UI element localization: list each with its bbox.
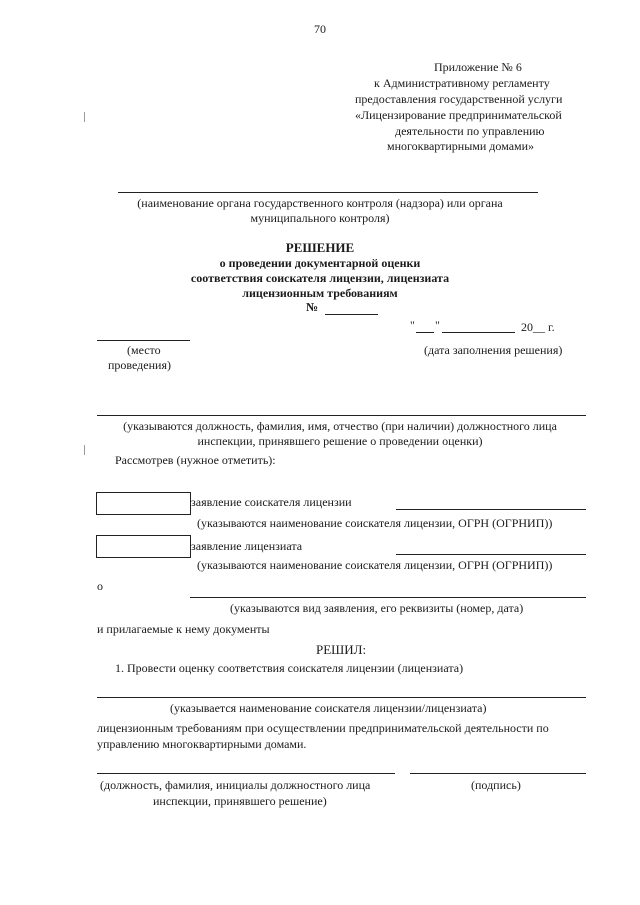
requirements-line-1: лицензионным требованиям при осуществлении предпринимательской деятельности по: [97, 721, 549, 735]
option-applicant-checkbox[interactable]: [96, 492, 191, 515]
option-licensee-field[interactable]: [396, 554, 586, 555]
signature-official-caption-1: (должность, фамилия, инициалы должностного лица: [100, 778, 371, 792]
option-applicant-field[interactable]: [396, 509, 586, 510]
requirements-line-2: управлению многоквартирными домами.: [97, 737, 307, 751]
date-quote-open: ": [410, 318, 415, 332]
considered-label: Рассмотрев (нужное отметить):: [115, 453, 276, 467]
title-subline-2: соответствия соискателя лицензии, лицензиата: [190, 271, 450, 285]
date-year-text: 20__ г.: [521, 320, 555, 334]
decision-item-1: 1. Провести оценку соответствия соискателя лицензии (лицензиата): [115, 661, 464, 675]
option-licensee-caption: (указываются наименование соискателя лицензии, ОГРН (ОГРНИП)): [197, 558, 553, 572]
signature-official-field[interactable]: [97, 773, 395, 774]
authority-caption-2: муниципального контроля): [250, 211, 390, 225]
about-prefix: о: [97, 579, 103, 593]
option-applicant-label: заявление соискателя лицензии: [191, 495, 352, 509]
number-label: №: [306, 300, 319, 314]
option-applicant-caption: (указываются наименование соискателя лицензии, ОГРН (ОГРНИП)): [197, 516, 553, 530]
appendix-line-2: к Административному регламенту: [374, 76, 550, 90]
appendix-line-4: «Лицензирование предпринимательской: [355, 108, 562, 122]
applicant-caption: (указывается наименование соискателя лицензии/лицензиата): [170, 701, 487, 715]
document-title: РЕШЕНИЕ: [285, 240, 355, 255]
option-licensee-label: заявление лицензиата: [191, 539, 303, 553]
number-field[interactable]: [325, 314, 378, 315]
about-caption: (указываются вид заявления, его реквизиты (номер, дата): [230, 601, 524, 615]
date-day-field[interactable]: [416, 332, 434, 333]
option-licensee-checkbox[interactable]: [96, 535, 191, 558]
title-subline-1: о проведении документарной оценки: [219, 256, 421, 270]
applicant-name-field[interactable]: [97, 697, 586, 698]
appendix-line-5: деятельности по управлению: [395, 124, 545, 138]
appendix-line-6: многоквартирными домами»: [387, 139, 535, 153]
decided-heading: РЕШИЛ:: [316, 642, 367, 657]
signature-field[interactable]: [410, 773, 586, 774]
signature-caption: (подпись): [471, 778, 521, 792]
date-quote-close: ": [435, 318, 440, 332]
place-field[interactable]: [97, 340, 190, 341]
page-number: 70: [314, 22, 326, 36]
signature-official-caption-2: инспекции, принявшего решение): [153, 794, 327, 808]
place-caption-1: (место: [127, 343, 161, 357]
margin-mark: [84, 112, 85, 122]
authority-name-field[interactable]: [118, 192, 538, 193]
official-name-field[interactable]: [97, 415, 586, 416]
appendix-line-3: предоставления государственной услуги: [355, 92, 563, 106]
place-caption-2: проведения): [108, 358, 171, 372]
attached-docs: и прилагаемые к нему документы: [97, 622, 270, 636]
authority-caption-1: (наименование органа государственного контроля (надзора) или органа: [137, 196, 503, 210]
margin-mark: [84, 445, 85, 455]
title-subline-3: лицензионным требованиям: [242, 286, 398, 300]
date-caption: (дата заполнения решения): [424, 343, 563, 357]
date-month-field[interactable]: [442, 332, 515, 333]
about-field[interactable]: [190, 597, 586, 598]
appendix-line-1: Приложение № 6: [434, 60, 522, 74]
official-caption-2: инспекции, принявшего решение о проведении оценки): [197, 434, 483, 448]
official-caption-1: (указываются должность, фамилия, имя, отчество (при наличии) должностного лица: [123, 419, 557, 433]
